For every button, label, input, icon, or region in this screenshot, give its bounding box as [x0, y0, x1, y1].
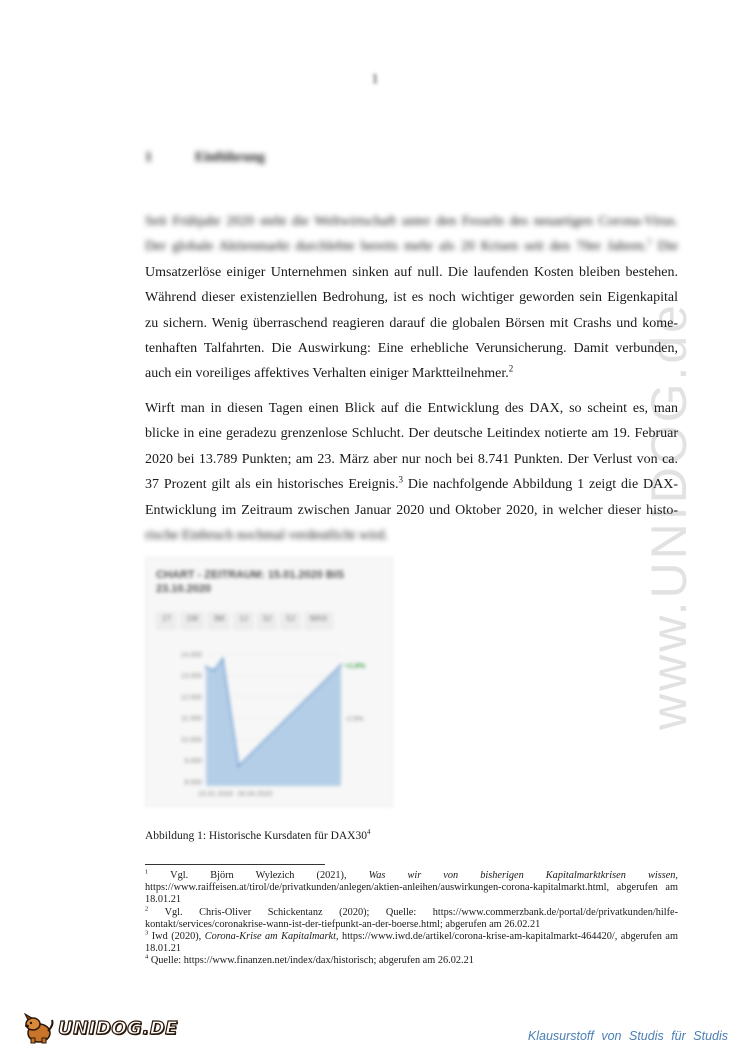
- footnote: $^1$ Vgl. Björn Wylezich (2021), Was wir von bisherigen Kapitalmarktkrisen wissen, https://www.raiffeisen.at/tirol/de/privatkunden/anlegen/aktien-anleihen/auswirkungen-corona-kapitalmarkt.html, abgerufen am 18.01.21: [145, 868, 678, 906]
- footnote: $^2$ Vgl. Chris-Oliver Schickentanz (2020); Quelle: https://www.commerzbank.de/portal/de/privatkunden/hilfe-kontakt/services/coronakrise-wann-ist-der-tiefpunkt-an-der-boerse.html; abgerufen am 26.02.21: [145, 905, 679, 930]
- dog-icon: [22, 1011, 56, 1045]
- text-line: tenhaften Talfahrten. Die Auswirkung: Eine erhebliche Verunsicherung. Damit verbunden,: [145, 340, 678, 356]
- text-line: Während dieser existenziellen Bedrohung, ist es noch wichtiger geworden sein Eigenkapital: [145, 290, 678, 306]
- text-line: Wirft man in diesen Tagen einen Blick auf die Entwicklung des DAX, so scheint es, man: [145, 401, 678, 416]
- footnote-ref[interactable]: 1: [647, 236, 652, 247]
- text-line: Seit Frühjahr 2020 steht die Weltwirtschaft unter den Fesseln des neuartigen Corona-Virus.: [145, 214, 678, 229]
- tagline: Klausurstoff von Studis für Studis: [527, 1029, 728, 1043]
- change-label: +1.8%: [345, 662, 366, 670]
- text-line: auch ein voreiliges affektives Verhalten einiger Marktteilnehmer.$^2$: [145, 363, 514, 382]
- footnote: $^4$ Quelle: https://www.finanzen.net/index/dax/historisch; abgerufen am 26.02.21: [145, 954, 474, 967]
- x-tick-label: 15.01.2020: [198, 791, 234, 798]
- dax-chart: [145, 557, 393, 807]
- footnote-ref[interactable]: 3: [398, 474, 403, 485]
- text-line: Der globale Aktienmarkt durchlebte bereits mehr als 20 Krisen seit den 70er Jahren.$^1$ Die: [145, 236, 678, 255]
- text-line: Entwicklung im Zeitraum zwischen Januar 2020 und Oktober 2020, in welcher dieser histo-: [145, 502, 678, 518]
- y-tick-label: 12.000: [180, 694, 202, 702]
- footnote-ref[interactable]: 4: [366, 828, 371, 837]
- footnote-divider: [145, 864, 325, 865]
- data-point: [213, 669, 215, 671]
- text-line: blicke in eine geradezu grenzenlose Schlucht. Der deutsche Leitindex notierte am 19. Februar: [145, 426, 678, 442]
- chart-tab[interactable]: 3J: [257, 612, 277, 630]
- chart-tab[interactable]: 1T: [156, 612, 177, 630]
- y-tick-label: 11.000: [181, 715, 202, 723]
- y-tick-label: 14.000: [180, 651, 202, 659]
- chart-tab[interactable]: 3M: [207, 612, 230, 630]
- y-tick-label: 10.000: [180, 736, 202, 744]
- paragraph-intro: [145, 209, 678, 387]
- data-point: [205, 666, 207, 668]
- y-tick-label: 13.000: [180, 673, 202, 681]
- unidog-logo[interactable]: [22, 1011, 178, 1045]
- text-line: Umsatzerlöse einiger Unternehmen sinken auf null. Die laufenden Kosten bleiben bestehen.: [145, 264, 678, 280]
- watermark: www.UNIDOG.de: [641, 302, 697, 730]
- chart-tab[interactable]: 5J: [280, 612, 300, 630]
- data-point: [237, 765, 239, 767]
- chart-title: CHART - ZEITRAUM: 15.01.2020 BIS 23.10.2020: [156, 569, 345, 595]
- footnote: $^3$ Iwd (2020), Corona-Krise am Kapitalmarkt, https://www.iwd.de/artikel/corona-krise-am-kapitalmarkt-464420/, abgerufen am 18.01.21: [145, 929, 678, 955]
- section-title: Einführung: [195, 150, 266, 165]
- y-tick-label: 8.000: [184, 779, 202, 787]
- figure-caption: Abbildung 1: Historische Kursdaten für $DAX30^4$: [145, 828, 371, 842]
- mid-label: -2.9%: [345, 716, 364, 724]
- section-number: 1: [145, 150, 152, 165]
- page-number: 1: [371, 72, 379, 87]
- data-point: [222, 658, 224, 660]
- data-point: [340, 664, 342, 666]
- text-line: 37 Prozent gilt als ein historisches Ereignis.$^3$ Die nachfolgende Abbildung 1 zeigt die DAX-: [145, 474, 678, 493]
- chart-tab[interactable]: MAX: [304, 612, 333, 630]
- x-tick-label: 26.04.2020: [237, 791, 273, 798]
- paragraph-dax: [145, 396, 678, 548]
- chart-tab[interactable]: 1J: [233, 612, 253, 630]
- footnote-ref[interactable]: 2: [508, 363, 514, 374]
- text-line: 2020 bei 13.789 Punkten; am 23. März aber nur noch bei 8.741 Punkten. Der Verlust von ca.: [145, 451, 678, 467]
- y-tick-label: 9.000: [184, 758, 202, 766]
- text-line: zu sichern. Wenig überraschend reagieren darauf die globalen Börsen mit Crashs und kome-: [145, 315, 678, 331]
- footnotes: [145, 870, 678, 968]
- text-line: rische Einbruch nochmal verdeutlicht wird.: [145, 527, 388, 543]
- section-heading: [145, 150, 265, 166]
- chart-range-tabs: [156, 612, 382, 630]
- chart-plot: [146, 638, 392, 804]
- logo-text: UNIDOG.DE: [58, 1017, 178, 1039]
- chart-tab[interactable]: 1W: [180, 612, 204, 630]
